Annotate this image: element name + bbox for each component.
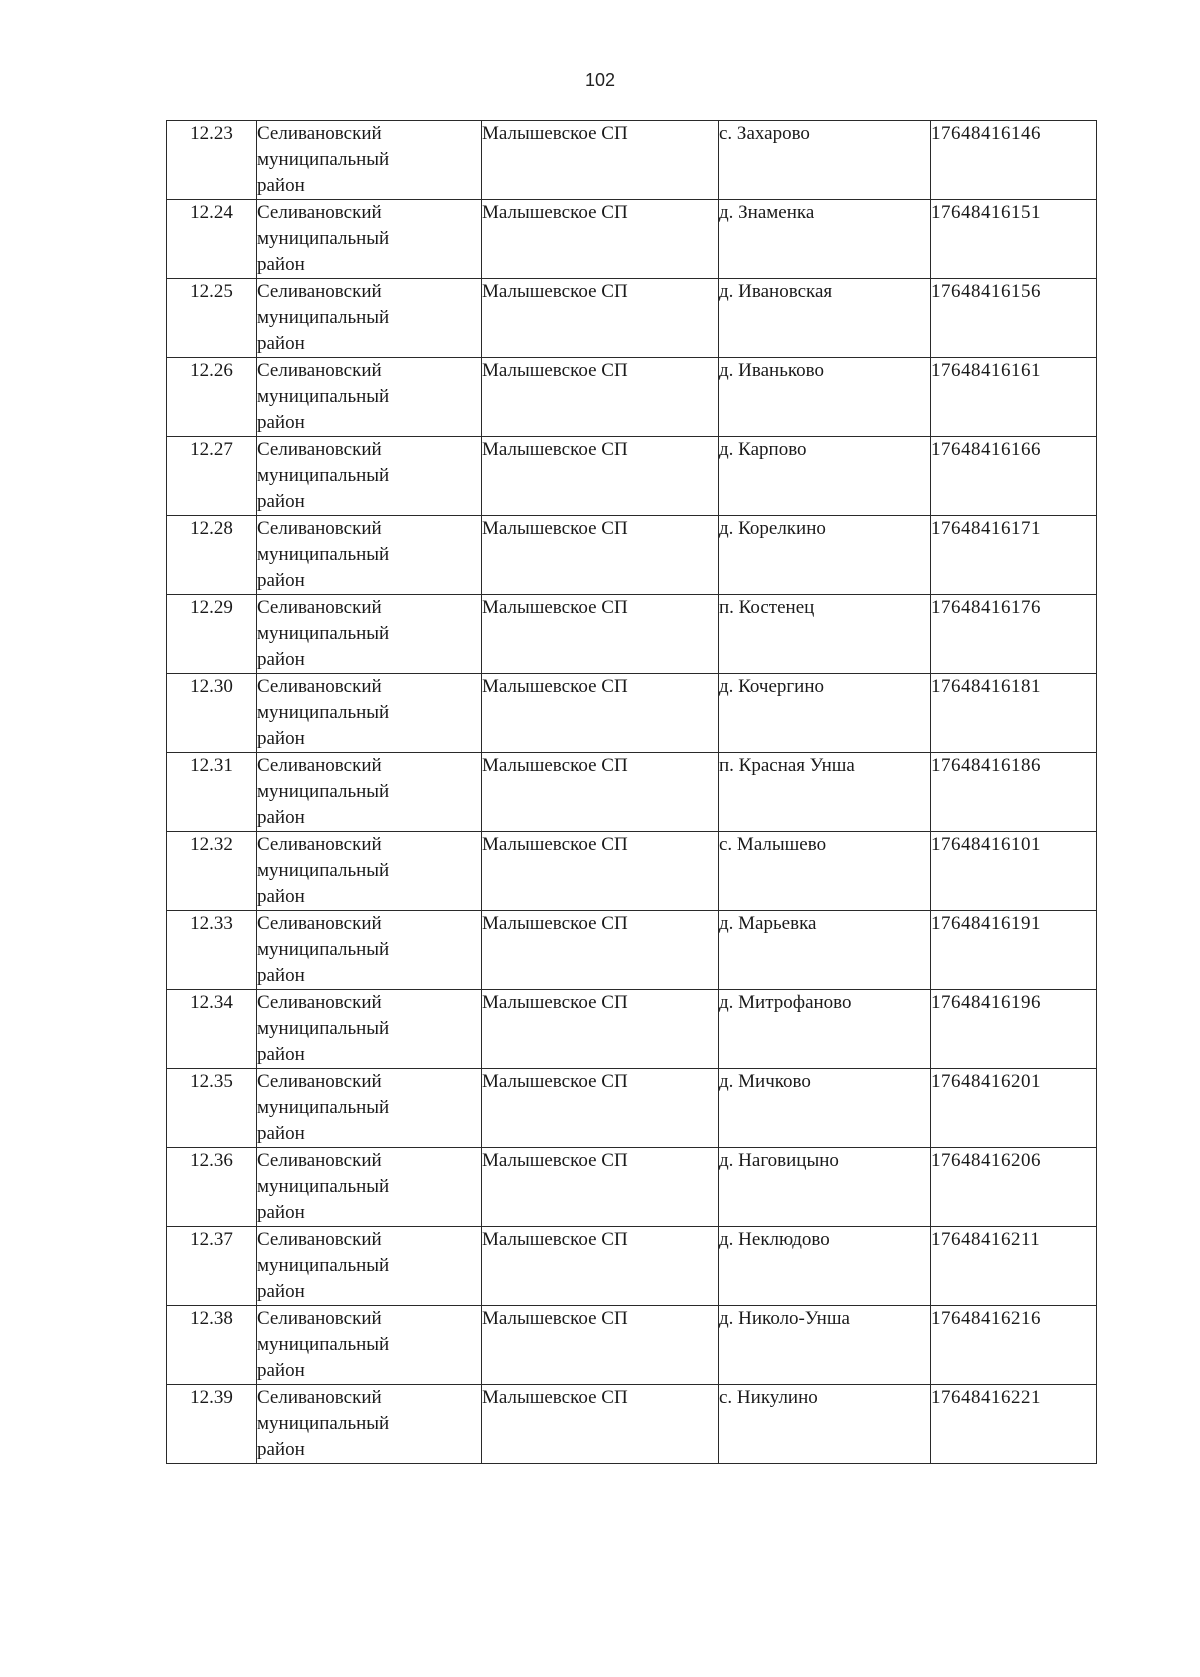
table-row [167, 358, 1097, 437]
district-line: район [257, 886, 305, 907]
oktmo-code-cell: 17648416186 [931, 753, 1097, 832]
district-cell [257, 832, 482, 911]
oktmo-code-cell: 17648416161 [931, 358, 1097, 437]
district-line: район [257, 491, 305, 512]
row-number-cell: 12.39 [167, 1385, 257, 1464]
district-line: муниципальный [257, 1334, 390, 1355]
locality-cell: д. Марьевка [719, 911, 931, 990]
table-row [167, 990, 1097, 1069]
district-cell [257, 279, 482, 358]
settlement-cell: Малышевское СП [482, 753, 719, 832]
district-line: район [257, 333, 305, 354]
district-line: Селивановский [257, 913, 382, 934]
table-row [167, 753, 1097, 832]
locality-cell: д. Знаменка [719, 200, 931, 279]
oktmo-code-cell: 17648416146 [931, 121, 1097, 200]
locality-cell: с. Никулино [719, 1385, 931, 1464]
locality-cell: д. Николо-Унша [719, 1306, 931, 1385]
district-line: район [257, 1281, 305, 1302]
oktmo-code-cell: 17648416101 [931, 832, 1097, 911]
locality-registry-table [166, 120, 1097, 1464]
row-number-cell: 12.37 [167, 1227, 257, 1306]
district-line: Селивановский [257, 755, 382, 776]
district-line: муниципальный [257, 1255, 390, 1276]
oktmo-code-cell: 17648416191 [931, 911, 1097, 990]
district-cell [257, 753, 482, 832]
district-line: район [257, 1202, 305, 1223]
district-line: муниципальный [257, 465, 390, 486]
district-line: муниципальный [257, 544, 390, 565]
row-number-cell: 12.30 [167, 674, 257, 753]
settlement-cell: Малышевское СП [482, 1069, 719, 1148]
table-row [167, 516, 1097, 595]
row-number-cell: 12.29 [167, 595, 257, 674]
district-line: район [257, 1360, 305, 1381]
oktmo-code-cell: 17648416176 [931, 595, 1097, 674]
district-cell [257, 1148, 482, 1227]
district-cell [257, 437, 482, 516]
oktmo-code-cell: 17648416181 [931, 674, 1097, 753]
row-number-cell: 12.23 [167, 121, 257, 200]
district-line: муниципальный [257, 1018, 390, 1039]
oktmo-code-cell: 17648416171 [931, 516, 1097, 595]
district-line: район [257, 965, 305, 986]
locality-cell: с. Захарово [719, 121, 931, 200]
oktmo-code-cell: 17648416221 [931, 1385, 1097, 1464]
locality-cell: д. Митрофаново [719, 990, 931, 1069]
district-line: район [257, 728, 305, 749]
district-line: Селивановский [257, 1150, 382, 1171]
district-line: Селивановский [257, 123, 382, 144]
table-row [167, 200, 1097, 279]
row-number-cell: 12.25 [167, 279, 257, 358]
settlement-cell: Малышевское СП [482, 121, 719, 200]
row-number-cell: 12.31 [167, 753, 257, 832]
district-line: муниципальный [257, 149, 390, 170]
district-line: Селивановский [257, 281, 382, 302]
district-line: район [257, 1439, 305, 1460]
district-line: район [257, 649, 305, 670]
district-line: муниципальный [257, 1176, 390, 1197]
settlement-cell: Малышевское СП [482, 1227, 719, 1306]
locality-cell: п. Красная Унша [719, 753, 931, 832]
row-number-cell: 12.27 [167, 437, 257, 516]
district-line: Селивановский [257, 834, 382, 855]
table-row [167, 1306, 1097, 1385]
district-line: муниципальный [257, 702, 390, 723]
locality-cell: д. Корелкино [719, 516, 931, 595]
row-number-cell: 12.33 [167, 911, 257, 990]
settlement-cell: Малышевское СП [482, 1306, 719, 1385]
settlement-cell: Малышевское СП [482, 832, 719, 911]
table-row [167, 121, 1097, 200]
settlement-cell: Малышевское СП [482, 595, 719, 674]
settlement-cell: Малышевское СП [482, 1148, 719, 1227]
district-line: Селивановский [257, 1229, 382, 1250]
district-cell [257, 200, 482, 279]
district-cell [257, 595, 482, 674]
district-line: муниципальный [257, 1097, 390, 1118]
district-cell [257, 1069, 482, 1148]
district-line: Селивановский [257, 518, 382, 539]
locality-cell: д. Кочергино [719, 674, 931, 753]
table-row [167, 674, 1097, 753]
row-number-cell: 12.36 [167, 1148, 257, 1227]
settlement-cell: Малышевское СП [482, 911, 719, 990]
locality-cell: п. Костенец [719, 595, 931, 674]
row-number-cell: 12.35 [167, 1069, 257, 1148]
district-line: Селивановский [257, 597, 382, 618]
table-row [167, 1227, 1097, 1306]
district-line: район [257, 570, 305, 591]
settlement-cell: Малышевское СП [482, 358, 719, 437]
district-line: Селивановский [257, 676, 382, 697]
oktmo-code-cell: 17648416211 [931, 1227, 1097, 1306]
district-line: муниципальный [257, 386, 390, 407]
oktmo-code-cell: 17648416206 [931, 1148, 1097, 1227]
district-line: муниципальный [257, 1413, 390, 1434]
row-number-cell: 12.24 [167, 200, 257, 279]
locality-cell: д. Ивановская [719, 279, 931, 358]
row-number-cell: 12.28 [167, 516, 257, 595]
oktmo-code-cell: 17648416216 [931, 1306, 1097, 1385]
settlement-cell: Малышевское СП [482, 279, 719, 358]
district-line: муниципальный [257, 860, 390, 881]
settlement-cell: Малышевское СП [482, 516, 719, 595]
district-line: Селивановский [257, 1308, 382, 1329]
district-cell [257, 674, 482, 753]
table-row [167, 911, 1097, 990]
district-line: муниципальный [257, 307, 390, 328]
locality-cell: д. Иваньково [719, 358, 931, 437]
table-row [167, 832, 1097, 911]
row-number-cell: 12.32 [167, 832, 257, 911]
district-line: район [257, 1044, 305, 1065]
row-number-cell: 12.26 [167, 358, 257, 437]
district-line: муниципальный [257, 623, 390, 644]
locality-cell: д. Мичково [719, 1069, 931, 1148]
page-number: 102 [584, 70, 616, 90]
district-cell [257, 1306, 482, 1385]
settlement-cell: Малышевское СП [482, 674, 719, 753]
district-line: район [257, 254, 305, 275]
district-line: Селивановский [257, 360, 382, 381]
table-row [167, 595, 1097, 674]
row-number-cell: 12.34 [167, 990, 257, 1069]
table-row [167, 1148, 1097, 1227]
district-line: Селивановский [257, 1387, 382, 1408]
row-number-cell: 12.38 [167, 1306, 257, 1385]
district-line: муниципальный [257, 939, 390, 960]
oktmo-code-cell: 17648416201 [931, 1069, 1097, 1148]
oktmo-code-cell: 17648416166 [931, 437, 1097, 516]
table-body [167, 121, 1097, 1464]
settlement-cell: Малышевское СП [482, 1385, 719, 1464]
district-cell [257, 1227, 482, 1306]
district-line: район [257, 807, 305, 828]
locality-cell: д. Наговицыно [719, 1148, 931, 1227]
settlement-cell: Малышевское СП [482, 200, 719, 279]
district-cell [257, 990, 482, 1069]
district-line: муниципальный [257, 781, 390, 802]
district-line: район [257, 175, 305, 196]
oktmo-code-cell: 17648416196 [931, 990, 1097, 1069]
table-row [167, 1385, 1097, 1464]
district-cell [257, 516, 482, 595]
settlement-cell: Малышевское СП [482, 990, 719, 1069]
district-cell [257, 121, 482, 200]
settlement-cell: Малышевское СП [482, 437, 719, 516]
district-line: район [257, 412, 305, 433]
table-row [167, 437, 1097, 516]
table-row [167, 1069, 1097, 1148]
table-row [167, 279, 1097, 358]
district-line: Селивановский [257, 439, 382, 460]
district-line: район [257, 1123, 305, 1144]
district-line: Селивановский [257, 202, 382, 223]
oktmo-code-cell: 17648416151 [931, 200, 1097, 279]
oktmo-code-cell: 17648416156 [931, 279, 1097, 358]
locality-cell: д. Неклюдово [719, 1227, 931, 1306]
locality-cell: д. Карпово [719, 437, 931, 516]
district-line: муниципальный [257, 228, 390, 249]
district-cell [257, 1385, 482, 1464]
locality-cell: с. Малышево [719, 832, 931, 911]
district-cell [257, 358, 482, 437]
district-line: Селивановский [257, 992, 382, 1013]
district-cell [257, 911, 482, 990]
district-line: Селивановский [257, 1071, 382, 1092]
